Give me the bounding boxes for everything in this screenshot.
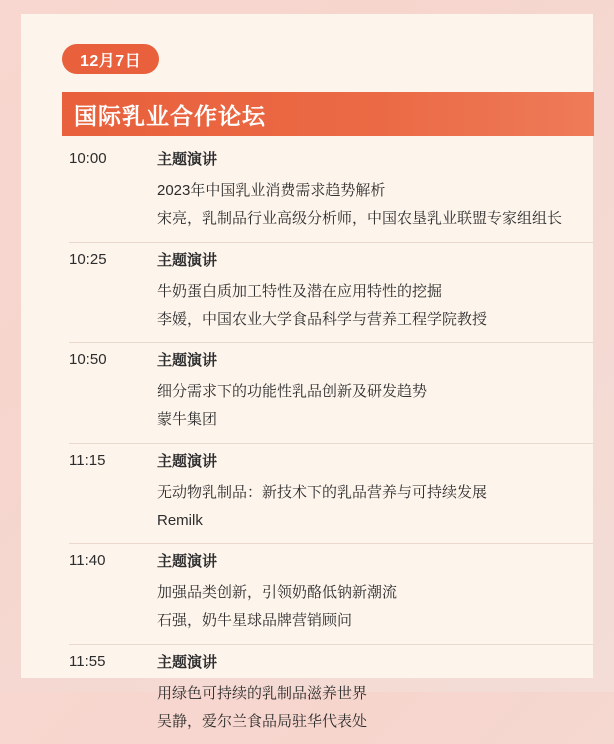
session-title: 细分需求下的功能性乳品创新及研发趋势 [157, 382, 593, 402]
page-title: 国际乳业合作论坛 [62, 98, 266, 131]
session-details [157, 651, 593, 733]
session-time: 10:50 [69, 349, 157, 368]
session-speaker: 吴静，爱尔兰食品局驻华代表处 [157, 712, 593, 732]
list-item [69, 544, 593, 645]
forum-title-bar [62, 92, 594, 136]
list-item [69, 645, 593, 744]
session-time: 11:15 [69, 450, 157, 469]
session-time: 11:40 [69, 550, 157, 569]
session-type: 主题演讲 [157, 349, 593, 370]
session-title: 用绿色可持续的乳制品滋养世界 [157, 684, 593, 704]
session-speaker: 蒙牛集团 [157, 410, 593, 430]
session-speaker: 宋亮，乳制品行业高级分析师，中国农垦乳业联盟专家组组长 [157, 209, 593, 229]
session-details [157, 249, 593, 331]
session-type: 主题演讲 [157, 450, 593, 471]
list-item [69, 444, 593, 545]
list-item [69, 243, 593, 344]
session-title: 无动物乳制品：新技术下的乳品营养与可持续发展 [157, 483, 593, 503]
session-details [157, 550, 593, 632]
session-time: 10:25 [69, 249, 157, 268]
session-type: 主题演讲 [157, 249, 593, 270]
session-time: 11:55 [69, 651, 157, 670]
session-speaker: Remilk [157, 511, 593, 531]
date-badge-label: 12月7日 [80, 48, 141, 71]
session-details [157, 450, 593, 532]
session-details [157, 349, 593, 431]
date-badge [62, 44, 159, 74]
session-type: 主题演讲 [157, 550, 593, 571]
session-title: 加强品类创新，引领奶酪低钠新潮流 [157, 583, 593, 603]
session-title: 牛奶蛋白质加工特性及潜在应用特性的挖掘 [157, 282, 593, 302]
list-item [69, 142, 593, 243]
agenda-card [21, 14, 593, 678]
session-list [69, 142, 593, 744]
session-type: 主题演讲 [157, 148, 593, 169]
list-item [69, 343, 593, 444]
session-speaker: 石强，奶牛星球品牌营销顾问 [157, 611, 593, 631]
session-details [157, 148, 593, 230]
session-speaker: 李媛，中国农业大学食品科学与营养工程学院教授 [157, 310, 593, 330]
session-time: 10:00 [69, 148, 157, 167]
session-title: 2023年中国乳业消费需求趋势解析 [157, 181, 593, 201]
session-type: 主题演讲 [157, 651, 593, 672]
